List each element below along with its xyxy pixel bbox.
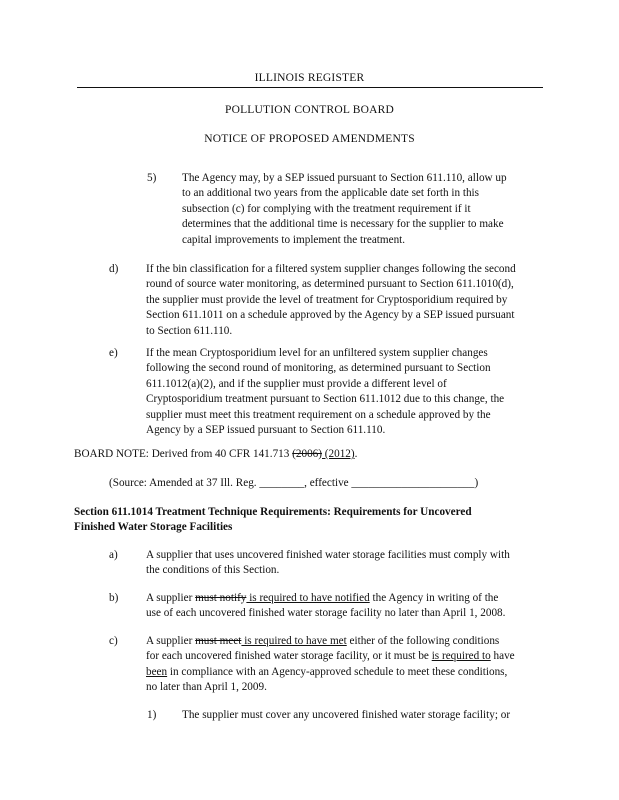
item-c-line: no later than April 1, 2009. — [146, 681, 267, 694]
item-c-struck: must meet — [195, 635, 242, 647]
item-d-line: Section 611.1011 on a schedule approved by the Agency by a SEP issued pursuant — [146, 309, 515, 322]
item-c1-text: The supplier must cover any uncovered finished water storage facility; or — [182, 709, 511, 721]
item-d-text — [146, 262, 544, 339]
item-d-line: the supplier must provide the level of treatment for Cryptosporidium required by — [146, 293, 508, 306]
item-e-line: Cryptosporidium treatment pursuant to Section 611.1012 due to this change, the — [146, 393, 505, 406]
item-5-line: subsection (c) for complying with the treatment requirement if it — [182, 202, 471, 215]
item-5-text — [182, 171, 544, 248]
item-e-line: Agency by a SEP issued pursuant to Section 611.110. — [146, 424, 386, 437]
item-a-line: A supplier that uses uncovered finished water storage facilities must comply with — [146, 549, 510, 561]
item-c-text — [146, 634, 544, 696]
item-b-label: b) — [109, 592, 119, 604]
board-note-added-year: (2012) — [321, 448, 355, 460]
item-b-text — [146, 591, 544, 622]
item-b-struck: must notify — [195, 592, 247, 604]
item-e-line: If the mean Cryptosporidium level for an unfiltered system supplier changes — [146, 347, 488, 359]
item-b-line — [146, 591, 544, 606]
item-c-line — [146, 634, 544, 649]
board-note-prefix: BOARD NOTE: Derived from 40 CFR 141.713 — [74, 448, 293, 460]
item-c-pre: A supplier — [146, 635, 196, 647]
item-c-l3-added: been — [146, 665, 168, 678]
item-d-line: to Section 611.110. — [146, 324, 233, 337]
item-5-line: capital improvements to implement the treatment. — [182, 233, 406, 246]
item-c-post: either of the following conditions — [346, 635, 500, 647]
item-b-post: the Agency in writing of the — [369, 592, 499, 604]
item-c-l2-post: have — [490, 650, 515, 663]
header-rule — [77, 87, 543, 88]
item-a-line: the conditions of this Section. — [146, 564, 280, 577]
item-a-label: a) — [109, 549, 118, 561]
item-e-text — [146, 346, 544, 438]
source-note: (Source: Amended at 37 Ill. Reg. ________, effective ______________________) — [109, 477, 479, 489]
section-heading-line-2: Finished Water Storage Facilities — [74, 521, 233, 533]
item-c-l2-pre: for each uncovered finished water storage facility, or it must be — [146, 650, 432, 663]
item-b-added: is required to have notified — [246, 592, 370, 604]
item-c-line — [146, 665, 544, 680]
board-note — [74, 447, 357, 462]
item-d-label: d) — [109, 263, 119, 275]
board-note-struck-year: (2006) — [292, 448, 322, 460]
item-e-line: 611.1012(a)(2), and if the supplier must provide a different level of — [146, 377, 447, 390]
notice-title: NOTICE OF PROPOSED AMENDMENTS — [204, 133, 415, 145]
item-c-l2-added: is required to — [431, 650, 491, 663]
item-b-pre: A supplier — [146, 592, 196, 604]
item-5-line: determines that the additional time is necessary for the supplier to make — [182, 218, 504, 231]
item-a-text — [146, 548, 544, 579]
board-note-suffix: . — [354, 448, 358, 460]
item-c-line — [146, 649, 544, 664]
item-5-label: 5) — [147, 172, 157, 184]
board-title: POLLUTION CONTROL BOARD — [224, 104, 394, 116]
item-b-line: use of each uncovered finished water storage facility no later than April 1, 2008. — [146, 607, 506, 620]
item-5-line: The Agency may, by a SEP issued pursuant to Section 611.110, allow up — [182, 172, 507, 184]
item-e-label: e) — [109, 347, 118, 359]
item-e-line: following the second round of monitoring, as determined pursuant to Section — [146, 362, 491, 375]
item-d-line: round of source water monitoring, as determined pursuant to Section 611.1010(d), — [146, 278, 514, 291]
item-e-line: supplier must meet this treatment requirement on a schedule approved by the — [146, 408, 491, 421]
item-5-line: to an additional two years from the applicable date set forth in this — [182, 187, 480, 200]
item-c-label: c) — [109, 635, 118, 647]
item-c-l3-post: in compliance with an Agency-approved schedule to meet these conditions, — [167, 665, 508, 678]
register-title: ILLINOIS REGISTER — [254, 72, 365, 84]
item-c1-label: 1) — [147, 709, 157, 721]
item-c-added: is required to have met — [241, 635, 347, 647]
section-heading-line-1: Section 611.1014 Treatment Technique Requirements: Requirements for Uncovered — [74, 506, 472, 518]
item-d-line: If the bin classification for a filtered system supplier changes following the second — [146, 263, 516, 275]
